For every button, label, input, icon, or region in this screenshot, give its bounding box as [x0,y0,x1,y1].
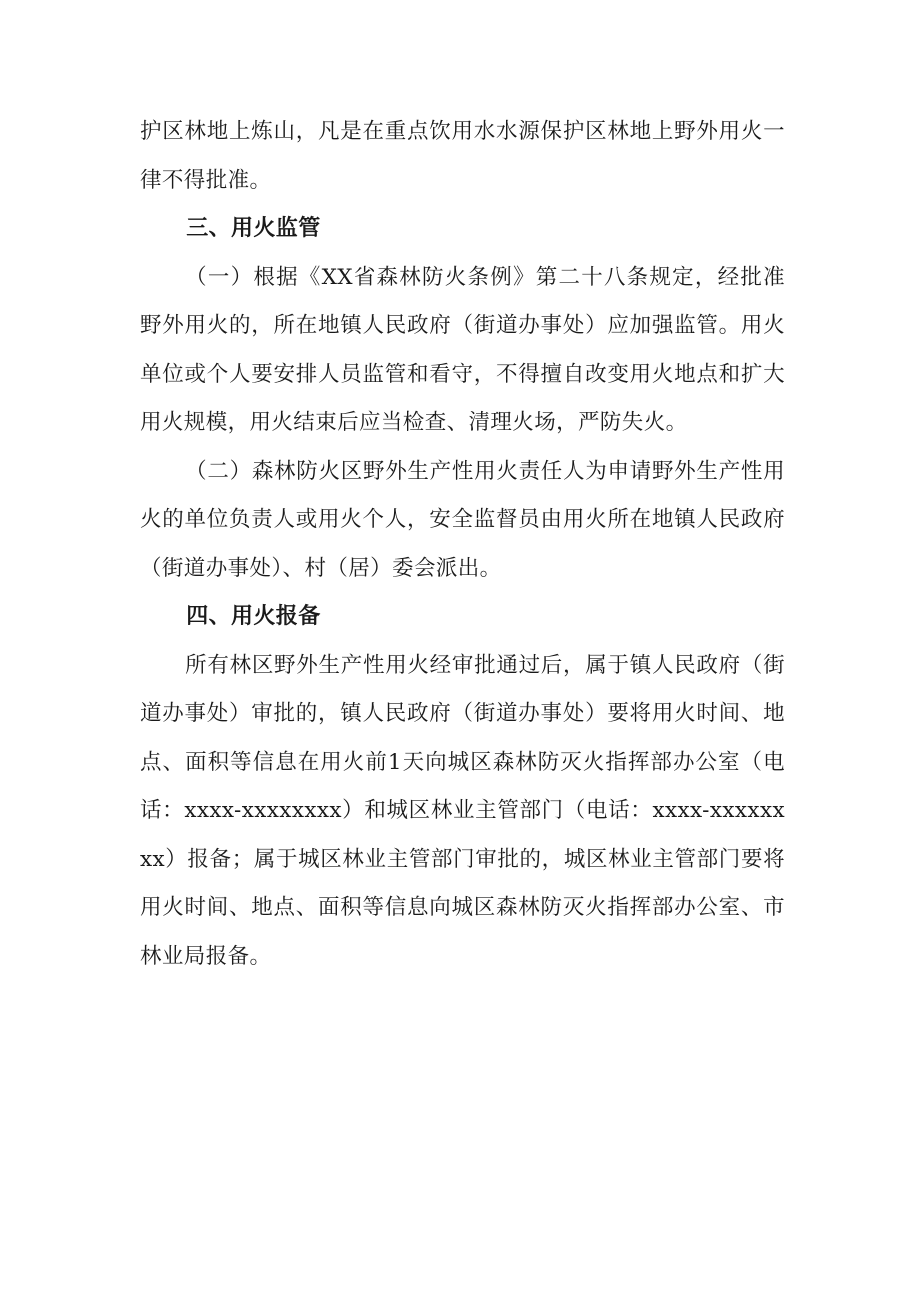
section-heading-fire-filing: 四、用火报备 [186,604,321,629]
continuation-paragraph: 护区林地上炼山，凡是在重点饮用水水源保护区林地上野外用火一律不得批准。 [140,119,785,193]
paragraph-supervision-1: （一）根据《XX省森林防火条例》第二十八条规定，经批准野外用火的，所在地镇人民政府（街道办事处）应加强监管。用火单位或个人要安排人员监管和看守，不得擅自改变用火地点和扩大用火规模，用火结束后应当检查、清理火场，严防失火。 [140,264,785,435]
section-heading-fire-supervision: 三、用火监管 [186,216,321,241]
document-body [140,108,785,981]
paragraph-filing-1: 所有林区野外生产性用火经审批通过后，属于镇人民政府（街道办事处）审批的，镇人民政府（街道办事处）要将用火时间、地点、面积等信息在用火前1天向城区森林防灭火指挥部办公室（电话：xxxx-xxxxxxxx）和城区林业主管部门（电话：xxxx-xxxxxxxx）报备；属于城区林业主管部门审批的，城区林业主管部门要将用火时间、地点、面积等信息向城区森林防灭火指挥部办公室、市林业局报备。 [140,652,785,969]
paragraph-supervision-2: （二）森林防火区野外生产性用火责任人为申请野外生产性用火的单位负责人或用火个人，安全监督员由用火所在地镇人民政府（街道办事处）、村（居）委会派出。 [140,458,785,581]
